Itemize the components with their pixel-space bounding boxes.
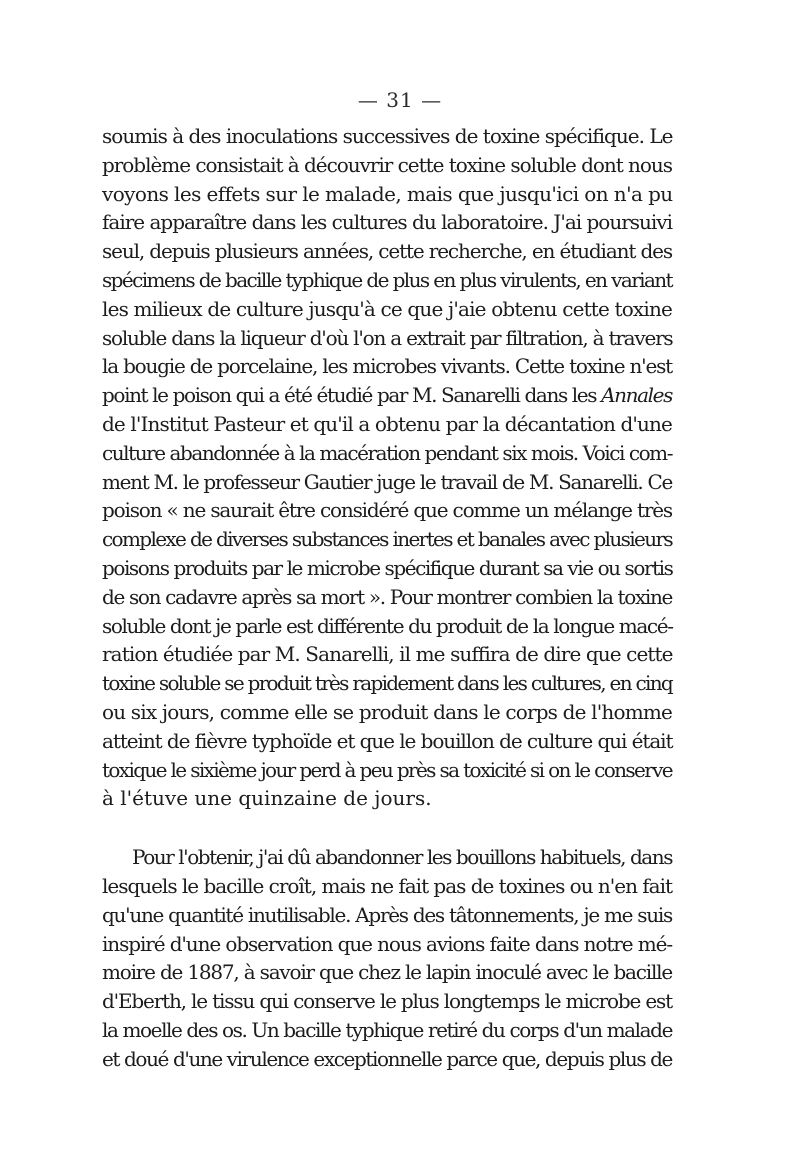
text-line: poison « ne saurait être considéré que comme un mélange très <box>102 498 672 523</box>
body-text <box>102 122 672 1074</box>
text-line: toxine soluble se produit très rapidement dans les cultures, en cinq <box>102 671 672 696</box>
text-line: soluble dont je parle est différente du produit de la longue macé- <box>102 613 673 638</box>
text-line-with-italic <box>102 381 672 410</box>
text-line: voyons les effets sur le malade, mais que jusqu'ici on n'a pu <box>102 181 673 206</box>
text-line: complexe de diverses substances inertes et banales avec plusieurs <box>102 527 673 552</box>
text-line: Pour l'obtenir, j'ai dû abandonner les bouillons habituels, dans <box>132 845 672 870</box>
italic-journal-title: Annales <box>601 383 673 408</box>
text-line: et doué d'une virulence exceptionnelle parce que, depuis plus de <box>102 1046 672 1071</box>
text-line: de l'Institut Pasteur et qu'il a obtenu par la décantation d'une <box>102 411 672 436</box>
text-line: problème consistait à découvrir cette toxine soluble dont nous <box>102 152 673 177</box>
text-line: faire apparaître dans les cultures du laboratoire. J'ai poursuivi <box>102 210 672 235</box>
page-number: — 31 — <box>357 88 443 112</box>
text-line: ration étudiée par M. Sanarelli, il me suffira de dire que cette <box>102 642 673 667</box>
text-line: seul, depuis plusieurs années, cette recherche, en étudiant des <box>102 239 672 264</box>
paragraph-spacer <box>102 813 672 843</box>
text-line: lesquels le bacille croît, mais ne fait pas de toxines ou n'en fait <box>102 873 672 898</box>
text-line: la bougie de porcelaine, les microbes vivants. Cette toxine n'est <box>102 354 672 379</box>
text-line: soluble dans la liqueur d'où l'on a extrait par filtration, à travers <box>102 325 673 350</box>
text-line: les milieux de culture jusqu'à ce que j'aie obtenu cette toxine <box>102 296 672 321</box>
text-line: atteint de fièvre typhoïde et que le bouillon de culture qui était <box>102 728 673 753</box>
text-line: spécimens de bacille typhique de plus en plus virulents, en variant <box>102 267 672 292</box>
text-segment: point le poison qui a été étudié par M. Sanarelli dans les <box>102 383 602 408</box>
text-line: ment M. le professeur Gautier juge le travail de M. Sanarelli. Ce <box>102 469 672 494</box>
text-line: toxique le sixième jour perd à peu près sa toxicité si on le conserve <box>102 757 672 782</box>
text-line: la moelle des os. Un bacille typhique retiré du corps d'un malade <box>102 1017 672 1042</box>
text-line: ou six jours, comme elle se produit dans le corps de l'homme <box>102 699 672 724</box>
text-line: soumis à des inoculations successives de toxine spécifique. Le <box>102 124 673 148</box>
text-line: culture abandonnée à la macération pendant six mois. Voici com- <box>102 440 673 465</box>
text-line: moire de 1887, à savoir que chez le lapin inoculé avec le bacille <box>102 960 672 985</box>
text-line: qu'une quantité inutilisable. Après des tâtonnements, je me suis <box>102 902 672 927</box>
text-line: à l'étuve une quinzaine de jours. <box>102 786 432 811</box>
text-line: inspiré d'une observation que nous avions faite dans notre mé- <box>102 931 672 956</box>
paragraph-1 <box>102 122 672 813</box>
text-line: de son cadavre après sa mort ». Pour montrer combien la toxine <box>102 584 672 609</box>
text-line: poisons produits par le microbe spécifique durant sa vie ou sortis <box>102 555 673 580</box>
text-line: d'Eberth, le tissu qui conserve le plus longtemps le microbe est <box>102 989 672 1014</box>
paragraph-2 <box>102 843 672 1073</box>
